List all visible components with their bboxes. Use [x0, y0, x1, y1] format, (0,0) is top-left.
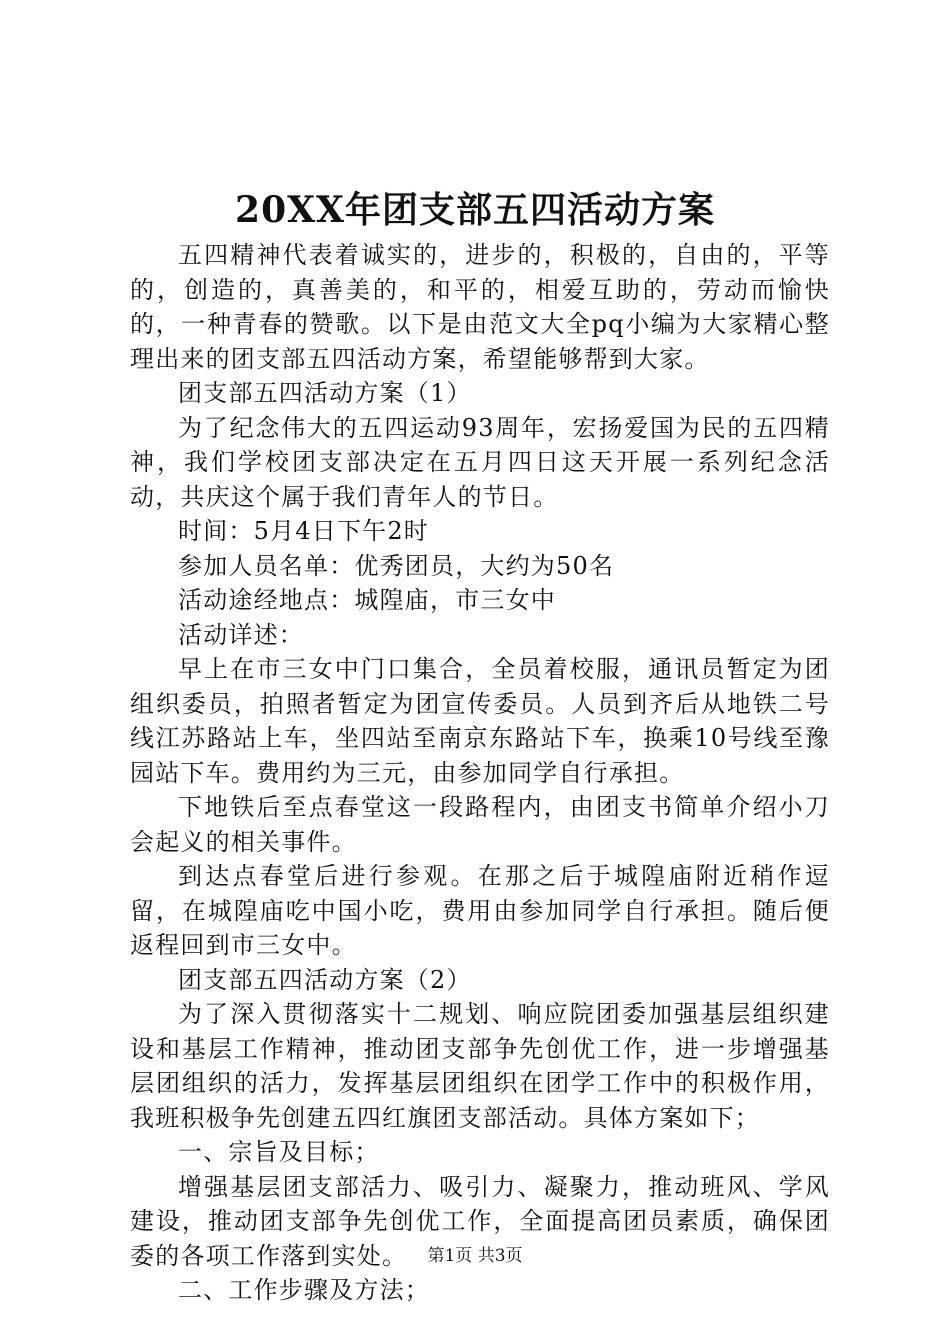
paragraph: 时间：5月4日下午2时: [178, 517, 430, 545]
page-number-footer: 第1页 共3页: [427, 1246, 523, 1266]
document-title: 20XX年团支部五四活动方案: [235, 189, 715, 231]
paragraph: 早上在市三女中门口集合，全员着校服，通讯员暂定为团组织委员，拍照者暂定为团宣传委员。人员到齐后从地铁二号线江苏路站上车，坐四站至南京东路站下车，换乘10号线至豫园站下车。费用约为三元，由参加同学自行承担。: [130, 655, 830, 787]
paragraph: 参加人员名单：优秀团员，大约为50名: [178, 551, 615, 580]
section-heading: 团支部五四活动方案（1）: [178, 379, 472, 407]
section-heading: 团支部五四活动方案（2）: [178, 965, 472, 994]
paragraph: 为了深入贯彻落实十二规划、响应院团委加强基层组织建设和基层工作精神，推动团支部争先创优工作，进一步增强基层团组织的活力，发挥基层团组织在团学工作中的积极作用，我班积极争先创建五四红旗团支部活动。具体方案如下；: [130, 1000, 830, 1132]
paragraph: 活动详述：: [178, 620, 304, 649]
paragraph: 活动途经地点：城隍庙，市三女中: [178, 586, 556, 614]
paragraph: 一、宗旨及目标；: [178, 1138, 380, 1166]
paragraph: 增强基层团支部活力、吸引力、凝聚力，推动班风、学风建设，推动团支部争先创优工作，全面提高团员素质，确保团委的各项工作落到实处。: [130, 1172, 830, 1270]
document-body: [130, 238, 830, 1308]
paragraph: 五四精神代表着诚实的，进步的，积极的，自由的，平等的，创造的，真善美的，和平的，相爱互助的，劳动而愉快的，一种青春的赞歌。以下是由范文大全pq小编为大家精心整理出来的团支部五四活动方案，希望能够帮到大家。: [130, 241, 830, 373]
paragraph: 二、工作步骤及方法；: [178, 1276, 430, 1304]
paragraph: 为了纪念伟大的五四运动93周年，宏扬爱国为民的五四精神，我们学校团支部决定在五月四日这天开展一系列纪念活动，共庆这个属于我们青年人的节日。: [130, 413, 830, 511]
paragraph: 到达点春堂后进行参观。在那之后于城隍庙附近稍作逗留，在城隍庙吃中国小吃，费用由参加同学自行承担。随后便返程回到市三女中。: [130, 862, 830, 959]
paragraph: 下地铁后至点春堂这一段路程内，由团支书简单介绍小刀会起义的相关事件。: [130, 793, 830, 856]
